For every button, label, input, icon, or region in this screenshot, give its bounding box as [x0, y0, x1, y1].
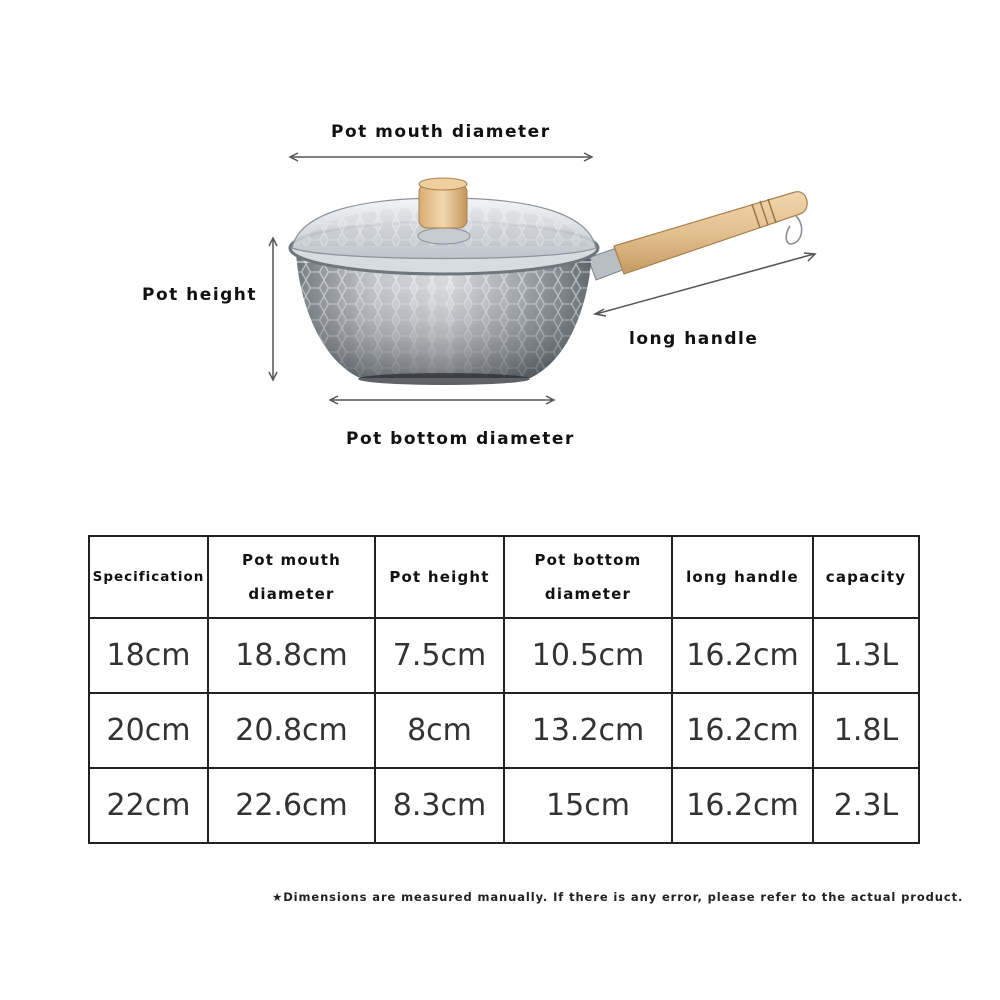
header-pot-height: Pot height: [375, 536, 504, 618]
header-long-handle: long handle: [672, 536, 813, 618]
pot-height-label: Pot height: [142, 285, 258, 305]
pot-diagram: [0, 0, 1000, 480]
table-row: [89, 768, 919, 843]
lid-knob: [419, 178, 467, 228]
cell-specification: 18cm: [89, 618, 208, 693]
pot-bottom-diameter-label: Pot bottom diameter: [346, 429, 575, 449]
header-pot-bottom-diameter: Pot bottom diameter: [504, 536, 672, 618]
table-header-row: [89, 536, 919, 618]
cell-long-handle: 16.2cm: [672, 618, 813, 693]
cell-capacity: 1.8L: [813, 693, 919, 768]
measurement-footnote: ★Dimensions are measured manually. If there is any error, please refer to the actual product.: [272, 890, 964, 904]
specification-table: [88, 535, 920, 844]
header-pot-mouth-diameter: Pot mouth diameter: [208, 536, 375, 618]
table-row: [89, 693, 919, 768]
cell-pot-bottom-diameter: 13.2cm: [504, 693, 672, 768]
pot-mouth-diameter-label: Pot mouth diameter: [331, 122, 551, 142]
long-handle: [588, 192, 807, 280]
table-row: [89, 618, 919, 693]
cell-pot-bottom-diameter: 15cm: [504, 768, 672, 843]
cell-specification: 22cm: [89, 768, 208, 843]
cell-long-handle: 16.2cm: [672, 693, 813, 768]
cell-pot-mouth-diameter: 20.8cm: [208, 693, 375, 768]
cell-specification: 20cm: [89, 693, 208, 768]
cell-pot-height: 7.5cm: [375, 618, 504, 693]
long-handle-label: long handle: [629, 329, 759, 349]
cell-pot-bottom-diameter: 10.5cm: [504, 618, 672, 693]
cell-capacity: 1.3L: [813, 618, 919, 693]
cell-capacity: 2.3L: [813, 768, 919, 843]
header-specification: Specification: [89, 536, 208, 618]
header-capacity: capacity: [813, 536, 919, 618]
cell-pot-mouth-diameter: 22.6cm: [208, 768, 375, 843]
cell-pot-height: 8.3cm: [375, 768, 504, 843]
cell-pot-height: 8cm: [375, 693, 504, 768]
cell-long-handle: 16.2cm: [672, 768, 813, 843]
cell-pot-mouth-diameter: 18.8cm: [208, 618, 375, 693]
